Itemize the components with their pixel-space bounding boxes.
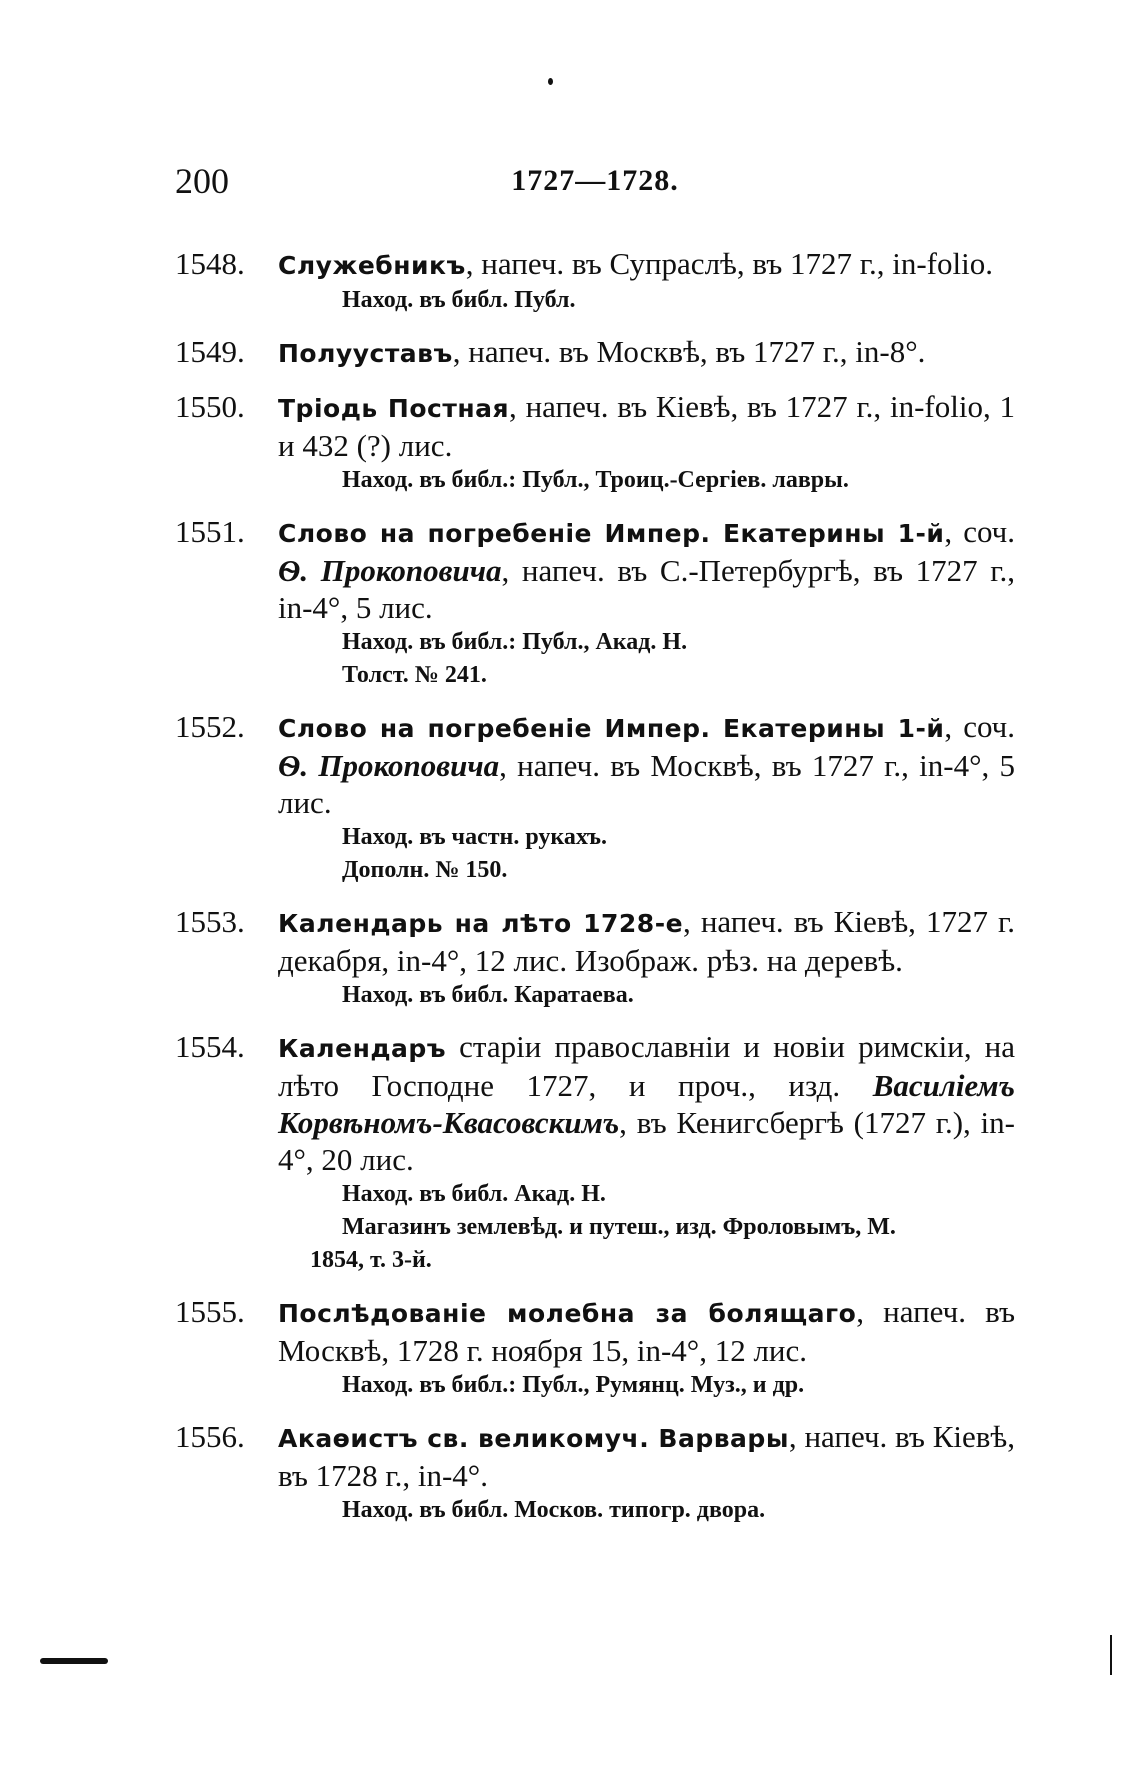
- entry-1555: [175, 1293, 1015, 1402]
- entry-text: , напеч. въ Кіевѣ, въ 1727 г., in-folio, 1 и 432 (?) лис.: [278, 389, 1015, 463]
- entry-text: , соч.: [944, 514, 1015, 549]
- entry-1553: [175, 903, 1015, 1012]
- entry-body: [278, 708, 1015, 821]
- entry-title: Полууставъ: [278, 339, 453, 368]
- entry-body: [278, 245, 1015, 284]
- entry-title: Послѣдованіе молебна за болящаго: [278, 1299, 857, 1328]
- entry-body: [278, 1028, 1015, 1178]
- entry-text: , соч.: [944, 709, 1015, 744]
- entry-title: Акаѳистъ св. великомуч. Варвары: [278, 1424, 789, 1453]
- reference-note-line: Магазинъ землевѣд. и путеш., изд. Фроловымъ, М.: [342, 1214, 896, 1240]
- entry-author: Ѳ. Прокоповича: [278, 553, 502, 588]
- ink-smudge: [40, 1658, 108, 1664]
- entry-number: 1551.: [175, 514, 245, 549]
- location-note: Наход. въ библ.: Публ., Троиц.-Сергіев. лавры.: [342, 467, 849, 493]
- page-number: 200: [175, 161, 229, 201]
- entry-text: , напеч. въ Кіевѣ, 1727 г. декабря, in-4°, 12 лис. Изображ. рѣз. на деревѣ.: [278, 904, 1015, 978]
- entry-text: старіи православніи и новіи римскіи, на лѣто Господне 1727, и проч., изд.: [278, 1029, 1015, 1103]
- entry-text: , напеч. въ С.-Петербургѣ, въ 1727 г., in-4°, 5 лис.: [278, 553, 1015, 625]
- entry-1550: [175, 388, 1015, 497]
- entry-1548: [175, 245, 1015, 317]
- entry-number: 1548.: [175, 246, 245, 281]
- entry-author: Ѳ. Прокоповича: [278, 748, 500, 783]
- entry-1554: [175, 1028, 1015, 1277]
- edge-mark: [1110, 1635, 1112, 1675]
- entry-1549: [175, 333, 1015, 372]
- reference-note-line: 1854, т. 3-й.: [310, 1247, 432, 1273]
- entry-body: [278, 333, 1015, 372]
- entry-body: [278, 903, 1015, 979]
- location-note: Наход. въ библ.: Публ., Акад. Н.: [342, 629, 688, 655]
- entry-1552: [175, 708, 1015, 887]
- entry-text: , напеч. въ Москвѣ, 1728 г. ноября 15, in-4°, 12 лис.: [278, 1294, 1015, 1368]
- entry-number: 1552.: [175, 709, 245, 744]
- entry-text: , напеч. въ Москвѣ, въ 1727 г., in-4°, 5 лис.: [278, 748, 1015, 820]
- entry-1556: [175, 1418, 1015, 1527]
- entry-body: [278, 513, 1015, 626]
- location-note: Наход. въ библ. Москов. типогр. двора.: [342, 1497, 766, 1523]
- entry-text: , напеч. въ Супраслѣ, въ 1727 г., in-folio.: [465, 246, 993, 281]
- entry-author: Василіемъ Корвѣномъ-Квасовскимъ: [278, 1068, 1015, 1140]
- location-note: Наход. въ библ.: Публ., Румянц. Муз., и др.: [342, 1372, 805, 1398]
- entry-number: 1556.: [175, 1419, 245, 1454]
- ink-speck: [548, 78, 553, 85]
- entry-number: 1550.: [175, 389, 245, 424]
- entry-body: [278, 388, 1015, 464]
- entry-title: Служебникъ: [278, 251, 466, 280]
- location-note: Наход. въ библ. Каратаева.: [342, 982, 634, 1008]
- reference-note: Дополн. № 150.: [342, 857, 508, 883]
- entry-number: 1555.: [175, 1294, 245, 1329]
- page-header: [175, 160, 1015, 204]
- entry-1551: [175, 513, 1015, 692]
- reference-note: Толст. № 241.: [342, 662, 487, 688]
- running-head: 1727—1728.: [511, 164, 679, 197]
- entry-title: Календарь на лѣто 1728-е: [278, 909, 684, 938]
- entry-title: Тріодь Постная: [278, 394, 510, 423]
- location-note: Наход. въ библ. Публ.: [342, 287, 576, 313]
- entry-number: 1549.: [175, 334, 245, 369]
- entry-title: Слово на погребеніе Импер. Екатерины 1-й: [278, 519, 945, 548]
- entry-number: 1553.: [175, 904, 245, 939]
- entry-list: [175, 245, 1015, 1543]
- entry-title: Календаръ: [278, 1034, 447, 1063]
- entry-text: , въ Кенигсбергѣ (1727 г.), in-4°, 20 лис.: [278, 1105, 1015, 1177]
- location-note: Наход. въ библ. Акад. Н.: [342, 1181, 606, 1207]
- entry-text: , напеч. въ Кіевѣ, въ 1728 г., in-4°.: [278, 1419, 1015, 1493]
- reference-note: [278, 1211, 1015, 1277]
- entry-body: [278, 1293, 1015, 1369]
- entry-text: , напеч. въ Москвѣ, въ 1727 г., in-8°.: [452, 334, 926, 369]
- entry-title: Слово на погребеніе Импер. Екатерины 1-й: [278, 714, 945, 743]
- entry-number: 1554.: [175, 1029, 245, 1064]
- entry-body: [278, 1418, 1015, 1494]
- location-note: Наход. въ частн. рукахъ.: [342, 824, 607, 850]
